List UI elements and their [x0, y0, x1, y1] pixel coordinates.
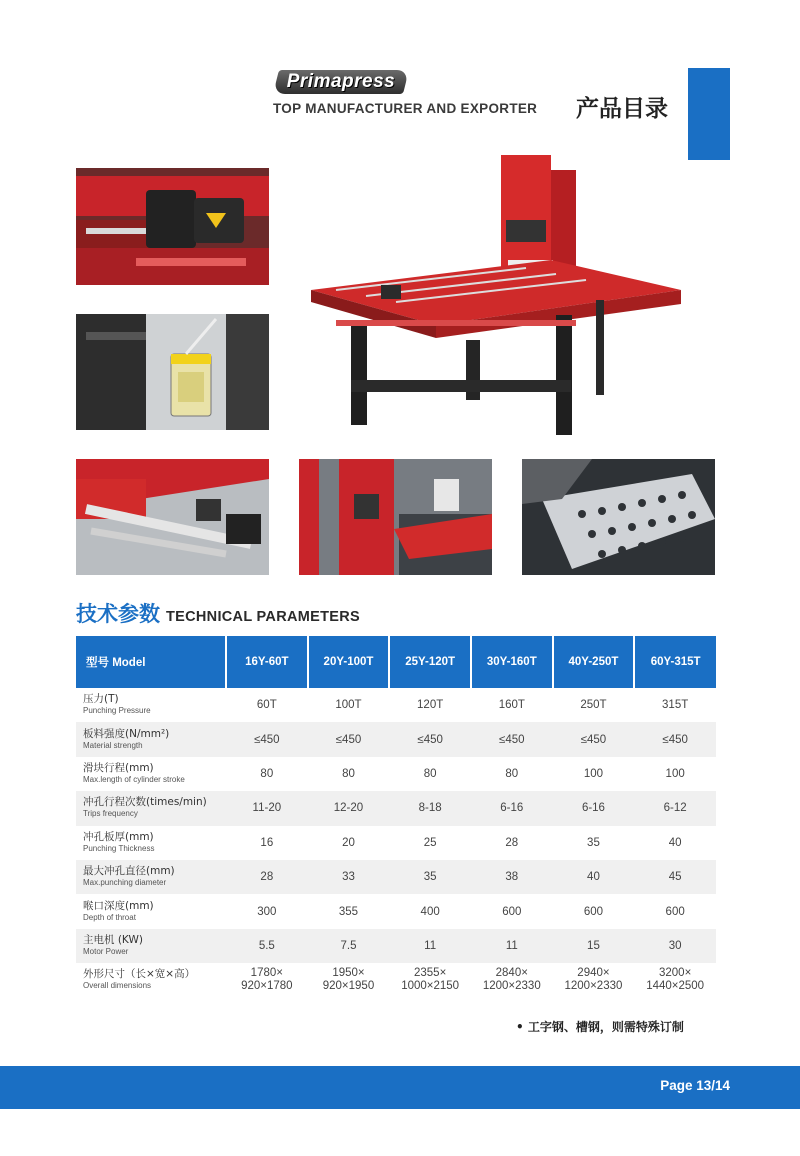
table-cell: ≤450: [226, 722, 308, 756]
table-cell: ≤450: [308, 722, 390, 756]
table-cell: [471, 963, 553, 997]
table-header-model-col: 25Y-120T: [389, 636, 471, 688]
table-cell: 45: [634, 860, 716, 894]
table-cell: 60T: [256, 699, 277, 712]
table-cell: 25: [423, 836, 437, 849]
table-row: [76, 688, 716, 722]
section-title: [76, 598, 360, 628]
row-label-en: Overall dimensions: [83, 981, 152, 991]
table-cell: 6-16: [471, 791, 553, 825]
table-cell: 6-12: [634, 791, 716, 825]
table-cell: 100T: [335, 699, 362, 712]
table-header-model-col: 30Y-160T: [471, 636, 553, 688]
table-cell: 28: [226, 860, 308, 894]
table-row: [76, 722, 716, 756]
table-cell: 15: [553, 929, 635, 963]
custom-order-note: • 工字钢、槽钢，则需特殊订制: [516, 1020, 684, 1034]
table-cell: 11-20: [226, 791, 308, 825]
table-cell: 28: [505, 836, 519, 849]
row-label-en: Punching Pressure: [83, 706, 151, 716]
table-cell: 250T: [580, 699, 607, 712]
row-label-en: Depth of throat: [83, 912, 136, 922]
table-cell: ≤450: [553, 722, 635, 756]
dim-line-2: 1200×2330: [482, 980, 541, 993]
row-label-cn: 冲孔板厚(mm): [83, 830, 154, 843]
footer-bar: [0, 1066, 800, 1109]
photo-punching-machine: [296, 140, 696, 455]
catalog-title: 产品目录: [576, 96, 668, 122]
row-label-cn: 外形尺寸（长×宽×高）: [83, 968, 196, 981]
row-label-cn: 冲孔行程次数(times/min): [83, 796, 207, 809]
row-label-en: Trips frequency: [83, 809, 138, 819]
dim-line-1: 2840×: [495, 967, 528, 980]
photo-punched-plate: [522, 459, 715, 575]
dim-line-1: 2355×: [413, 967, 447, 980]
row-label-en: Motor Power: [83, 946, 129, 956]
table-cell: 300: [257, 905, 277, 918]
row-label: [76, 688, 226, 722]
photo-oil-lubricator: [76, 314, 269, 430]
page-number: Page 13/14: [660, 1078, 730, 1093]
table-row: [76, 929, 716, 963]
row-label: [76, 791, 226, 825]
table-cell: 33: [308, 860, 390, 894]
row-label: [76, 722, 226, 756]
table-cell: ≤450: [389, 722, 471, 756]
dim-line-1: 3200×: [658, 967, 692, 980]
table-cell: 80: [505, 767, 519, 780]
brand-logo: [273, 70, 409, 94]
table-cell: 100: [665, 767, 685, 780]
row-label-en: Punching Thickness: [83, 843, 155, 853]
table-cell: 20: [342, 836, 355, 849]
table-cell: 600: [502, 905, 522, 918]
table-row: [76, 791, 716, 825]
table-header-model-col: 40Y-250T: [553, 636, 635, 688]
dim-line-2: 1440×2500: [646, 980, 705, 993]
table-row: [76, 860, 716, 894]
table-cell: 400: [420, 905, 440, 918]
table-cell: 355: [338, 905, 359, 918]
table-cell: 100: [583, 767, 604, 780]
table-row: [76, 757, 716, 791]
row-label-en: Material strength: [83, 740, 143, 750]
dim-line-2: 1200×2330: [564, 980, 623, 993]
row-label: [76, 757, 226, 791]
row-label-cn: 压力(T): [83, 693, 119, 706]
dim-line-1: 1780×: [250, 967, 283, 980]
table-cell: 40: [668, 836, 682, 849]
table-cell: [226, 963, 308, 997]
table-cell: 80: [260, 767, 274, 780]
table-row: [76, 963, 716, 997]
dim-line-1: 1950×: [332, 967, 365, 980]
row-label-cn: 板料强度(N/mm²): [83, 727, 170, 740]
technical-parameters-table: [76, 636, 716, 998]
table-row: [76, 894, 716, 928]
row-label-en: Max.length of cylinder stroke: [83, 774, 185, 784]
table-cell: 40: [553, 860, 635, 894]
brand-logo-text: Primapress: [286, 71, 396, 92]
table-cell: [389, 963, 471, 997]
table-cell: [308, 963, 390, 997]
table-row: [76, 826, 716, 860]
table-cell: 11: [389, 929, 471, 963]
table-cell: 11: [471, 929, 553, 963]
row-label-cn: 最大冲孔直径(mm): [83, 865, 175, 878]
dim-line-2: 920×1780: [241, 980, 293, 993]
table-cell: 600: [665, 905, 685, 918]
table-header-model-col: 20Y-100T: [308, 636, 390, 688]
row-label: [76, 929, 226, 963]
table-cell: 35: [389, 860, 471, 894]
row-label: [76, 963, 226, 997]
row-label-cn: 喉口深度(mm): [83, 899, 154, 912]
row-label: [76, 860, 226, 894]
row-label-en: Max.punching diameter: [83, 878, 167, 888]
photo-servo-motor: [76, 168, 269, 285]
row-label: [76, 894, 226, 928]
table-cell: 30: [634, 929, 716, 963]
table-cell: 160T: [498, 699, 525, 712]
table-header-model-col: 60Y-315T: [634, 636, 716, 688]
table-cell: ≤450: [634, 722, 716, 756]
table-cell: 8-18: [389, 791, 471, 825]
table-header-model-col: 16Y-60T: [226, 636, 308, 688]
table-cell: 7.5: [308, 929, 390, 963]
table-cell: 80: [423, 767, 437, 780]
table-cell: 12-20: [308, 791, 390, 825]
table-cell: 6-16: [553, 791, 635, 825]
photo-cylinders: [76, 459, 269, 575]
row-label: [76, 826, 226, 860]
section-title-cn: 技术参数: [76, 602, 160, 626]
table-cell: 38: [471, 860, 553, 894]
dim-line-1: 2940×: [577, 967, 610, 980]
dim-line-2: 1000×2150: [401, 980, 460, 993]
table-cell: 5.5: [226, 929, 308, 963]
section-title-en: TECHNICAL PARAMETERS: [166, 609, 360, 625]
table-cell: 35: [587, 836, 600, 849]
table-cell: 80: [342, 767, 355, 780]
dim-line-2: 920×1950: [322, 980, 375, 993]
table-cell: [634, 963, 716, 997]
table-cell: 120T: [417, 699, 444, 712]
row-label-cn: 主电机 (KW): [83, 933, 143, 946]
table-header-row: [76, 636, 716, 688]
table-cell: ≤450: [471, 722, 553, 756]
table-cell: 600: [583, 905, 604, 918]
photo-punch-station: [299, 459, 492, 575]
table-header-model: 型号 Model: [76, 636, 226, 688]
table-cell: [553, 963, 635, 997]
tagline: TOP MANUFACTURER AND EXPORTER: [273, 101, 538, 116]
table-cell: 315T: [662, 699, 689, 712]
table-cell: 16: [260, 836, 274, 849]
row-label-cn: 滑块行程(mm): [83, 761, 154, 774]
